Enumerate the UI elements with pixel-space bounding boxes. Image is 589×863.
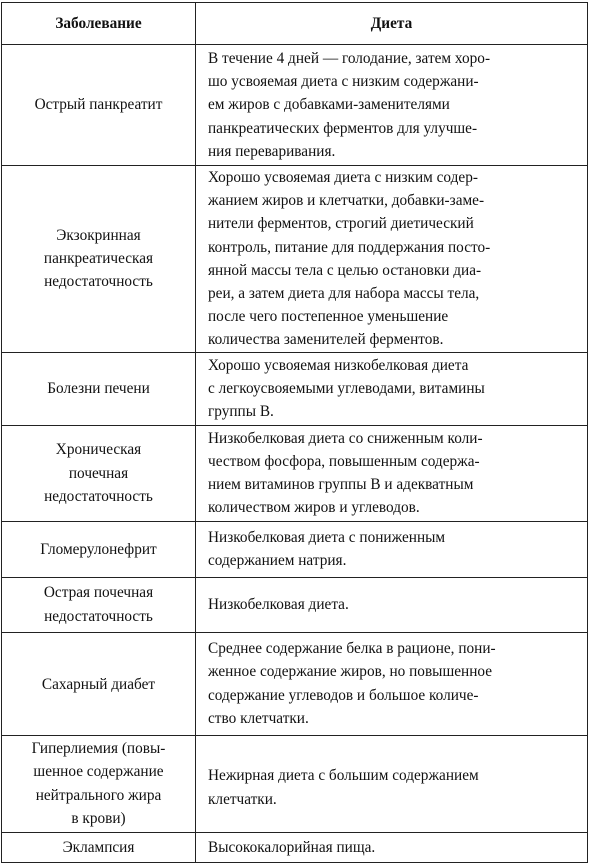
disease-line: Сахарный диабет: [41, 676, 156, 694]
table-row: [2, 832, 588, 862]
diet-line: Нежирная диета с большим содержанием: [208, 767, 479, 785]
diet-line: Низкобелковая диета с пониженным: [208, 528, 446, 546]
disease-line: Болезни печени: [47, 380, 150, 398]
diet-cell: [196, 352, 588, 425]
disease-cell: [2, 425, 196, 521]
table-row: [2, 45, 588, 166]
table-row: [2, 735, 588, 832]
table-row: [2, 521, 588, 577]
diet-cell: [196, 632, 588, 735]
disease-line: Экзокринная: [56, 227, 141, 244]
diet-line: ем жиров с добавками-заменителями: [208, 96, 450, 114]
diet-line: ния переваривания.: [208, 142, 336, 160]
disease-line: недостаточность: [44, 487, 153, 505]
disease-line: почечная: [68, 464, 129, 482]
diet-line: шо усвояемая диета с низким содержани-: [208, 73, 479, 91]
disease-line: Острая почечная: [43, 584, 154, 602]
table-row: [2, 632, 588, 735]
diet-cell: [196, 425, 588, 521]
header-diet: Диета: [196, 3, 588, 45]
disease-cell: [2, 352, 196, 425]
diet-cell: [196, 577, 588, 632]
diet-line: ство клетчатки.: [208, 709, 309, 727]
diet-cell: [196, 45, 588, 166]
header-disease: Заболевание: [2, 3, 196, 45]
disease-line: в крови): [71, 809, 126, 827]
diet-line: содержание углеводов и большое количе-: [208, 686, 479, 704]
table-row: [2, 425, 588, 521]
diet-line: Хорошо усвояемая низкобелковая диета: [208, 356, 469, 374]
diet-line: с легкоусвояемыми углеводами, витамины: [208, 380, 485, 398]
table-row: [2, 577, 588, 632]
diet-line: жанием жиров и клетчатки, добавки-заме-: [208, 192, 485, 210]
table-row: [2, 352, 588, 425]
diet-line: панкреатических ферментов для улучше-: [208, 119, 478, 137]
diet-line: янной массы тела с целью остановки диа-: [208, 261, 482, 279]
diet-line: группы В.: [208, 403, 274, 421]
diet-line: клетчатки.: [208, 790, 277, 808]
diet-cell: [196, 735, 588, 832]
disease-line: Гиперлиемия (повы-: [31, 740, 166, 758]
diet-line: чеством фосфора, повышенным содержа-: [208, 452, 480, 470]
diet-cell: [196, 166, 588, 353]
diet-line: нием витаминов группы В и адекватным: [208, 476, 474, 494]
disease-cell: [2, 632, 196, 735]
disease-line: шенное содержание: [33, 763, 164, 781]
disease-cell: [2, 521, 196, 577]
disease-line: Эклампсия: [62, 838, 135, 856]
disease-cell: [2, 735, 196, 832]
disease-cell: [2, 832, 196, 862]
disease-line: Гломерулонефрит: [40, 540, 157, 558]
diet-line: после чего постепенное уменьшение: [208, 308, 449, 326]
header-row: [2, 3, 588, 45]
disease-line: панкреатическая: [43, 250, 154, 268]
table-row: [2, 166, 588, 353]
diet-line: содержанием натрия.: [208, 552, 347, 570]
diet-line: контроль, питание для поддержания посто-: [208, 238, 491, 256]
disease-line: нейтрального жира: [35, 786, 162, 804]
diet-table: [1, 2, 588, 863]
disease-line: недостаточность: [44, 273, 153, 291]
diet-line: В течение 4 дней — голодание, затем хоро-: [208, 49, 491, 67]
diet-line: Среднее содержание белка в рационе, пони-: [208, 640, 496, 658]
diet-line: количества заменителей ферментов.: [208, 331, 444, 349]
disease-cell: [2, 577, 196, 632]
disease-line: Острый панкреатит: [34, 96, 163, 114]
diet-cell: [196, 521, 588, 577]
disease-line: недостаточность: [44, 607, 153, 625]
diet-line: Низкобелковая диета.: [208, 596, 349, 614]
diet-line: реи, а затем диета для набора массы тела,: [208, 285, 480, 303]
disease-cell: [2, 166, 196, 353]
diet-line: Хорошо усвояемая диета с низким содер-: [208, 169, 478, 186]
diet-line: количеством жиров и углеводов.: [208, 499, 420, 517]
diet-line: нители ферментов, строгий диетический: [208, 215, 474, 233]
disease-line: Хроническая: [55, 441, 142, 459]
diet-cell: [196, 832, 588, 862]
diet-line: Высококалорийная пища.: [208, 838, 376, 856]
diet-line: Низкобелковая диета со сниженным коли-: [208, 429, 483, 447]
disease-cell: [2, 45, 196, 166]
diet-line: женное содержание жиров, но повышенное: [208, 663, 493, 681]
